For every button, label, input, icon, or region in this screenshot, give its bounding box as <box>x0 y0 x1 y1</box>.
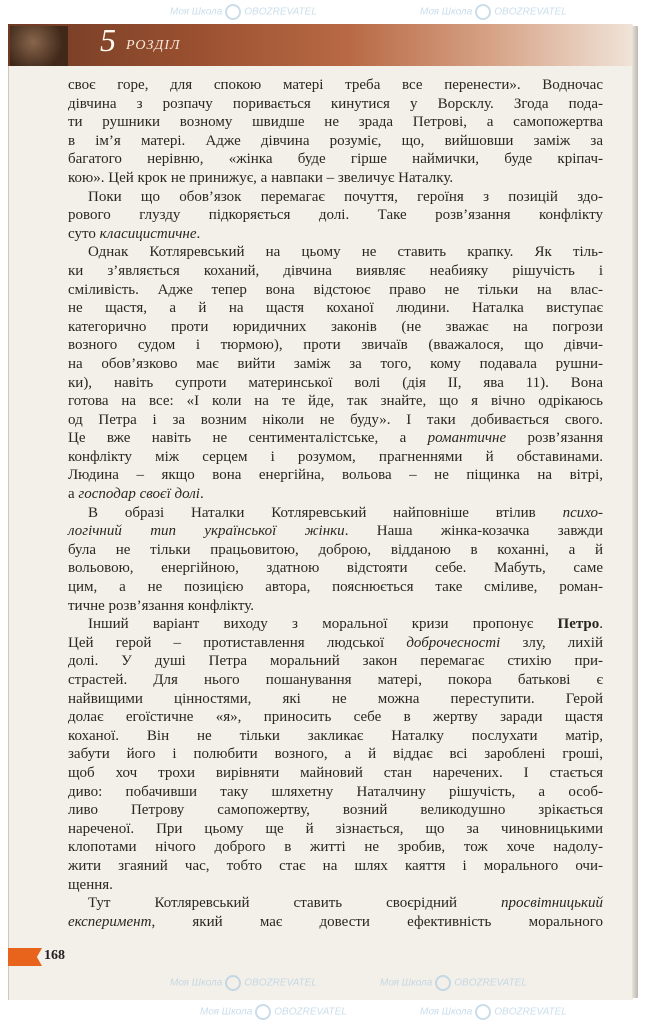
text-segment: категорично проти юридичних законів (не зважає на погрози <box>68 318 603 335</box>
text-segment: Однак Котляревський на цьому не ставить крапку. Як тіль- <box>88 244 603 261</box>
text-line <box>68 838 603 857</box>
text-segment: возного судом і тюрмою), проти звичаїв (вважалося, що дівчи- <box>68 337 603 354</box>
text-segment: дівчина з розпачу поривається кинутися у Ворсклу. Згода пода- <box>68 95 603 112</box>
text-line <box>68 95 603 114</box>
text-segment: суто <box>68 225 100 242</box>
text-segment: , який має довести ефективність морального <box>151 913 603 930</box>
chapter-illustration <box>10 26 68 66</box>
text-segment: своє горе, для спокою матері треба все перенести». Водночас <box>68 77 603 93</box>
italic-text: просвітницький <box>501 895 603 912</box>
watermark-logo-icon <box>255 1004 271 1020</box>
text-segment: страстей. Для нього пошанування матері, покора батькові є <box>68 672 603 688</box>
text-segment: рового глузду підкоряється долі. Таке розв’язання конфлікту <box>68 207 603 224</box>
text-segment: на обов’язково має вийти заміж за того, кому подавала рушни- <box>68 355 603 372</box>
text-line <box>68 801 603 820</box>
text-line <box>68 820 603 839</box>
text-line <box>68 374 603 393</box>
text-line <box>68 299 603 318</box>
italic-text: романтичне <box>427 430 507 447</box>
italic-text: господар своєї долі <box>78 486 200 503</box>
text-line <box>68 150 603 169</box>
text-segment: ти рушники возному швидше не зрада Петрові, а самопожертва <box>68 114 603 131</box>
text-line <box>68 262 603 281</box>
watermark-logo-icon <box>475 1004 491 1020</box>
watermark: Моя Школа OBOZREVATEL <box>170 4 317 20</box>
text-line <box>68 913 603 932</box>
text-line <box>68 188 603 207</box>
text-segment: цим, а не позицією автора, пояснюється таке сміливе, роман- <box>68 579 603 596</box>
text-segment: од Петра і за возним ніколи не буду». І таки добивається свого. <box>68 411 603 428</box>
text-segment: тичне розв’язання конфлікту. <box>68 597 254 614</box>
text-segment: Інший варіант виходу з моральної кризи пропонує <box>88 616 558 633</box>
text-segment: щоб хоч трохи вирівняти майновий стан наречених. І стається <box>68 764 603 781</box>
text-segment: не щастя, а й на щастя коханої людини. Наталка виступає <box>68 300 603 317</box>
page-edge <box>632 26 638 998</box>
text-line <box>68 504 603 523</box>
text-segment: . Наша жінка-козачка завжди <box>344 523 603 540</box>
text-segment: кою». Цей крок не принижує, а навпаки – звеличує Наталку. <box>68 169 454 186</box>
watermark: Моя Школа OBOZREVATEL <box>170 975 317 991</box>
text-segment: . <box>196 225 201 242</box>
body-text <box>68 76 603 931</box>
text-segment: Людина – якщо вона енергійна, вольова – не піщинка на вітрі, <box>68 467 603 484</box>
text-segment: забути його і полюбити возного, а й віддає всі зароблені гроші, <box>68 746 603 763</box>
text-line <box>68 578 603 597</box>
text-line <box>68 281 603 300</box>
watermark-logo-icon <box>225 4 241 20</box>
text-segment: в ім’я матері. Адже дівчина розуміє, що, вийшовши заміж за <box>68 132 603 149</box>
text-segment: а <box>68 486 79 503</box>
text-segment: . <box>199 486 204 503</box>
text-line <box>68 652 603 671</box>
text-line <box>68 448 603 467</box>
text-line <box>68 318 603 337</box>
text-line <box>68 727 603 746</box>
text-line <box>68 485 603 504</box>
italic-text: експеримент <box>68 913 152 930</box>
italic-text: класицистичне <box>99 225 197 242</box>
text-line <box>68 225 603 244</box>
text-line <box>68 336 603 355</box>
text-line <box>68 113 603 132</box>
text-segment: Цей герой – протиставлення людської <box>68 634 407 651</box>
text-line <box>68 708 603 727</box>
watermark-logo-icon <box>475 4 491 20</box>
text-segment: найвищими цінностями, які не можна переступити. Герой <box>68 690 603 707</box>
chapter-label: РОЗДІЛ <box>126 38 181 53</box>
text-segment: долає егоїстичне «я», приносить себе в жертву заради щастя <box>68 709 603 726</box>
chapter-number: 5 <box>100 22 116 58</box>
text-line <box>68 559 603 578</box>
text-line <box>68 634 603 653</box>
text-segment: сміливість. Адже тепер вона відстоює право не тільки на влас- <box>68 281 603 298</box>
text-line <box>68 522 603 541</box>
text-line <box>68 411 603 430</box>
text-line <box>68 76 603 95</box>
text-line <box>68 690 603 709</box>
watermark: Моя Школа OBOZREVATEL <box>200 1004 347 1020</box>
italic-text: доброчесності <box>406 634 501 651</box>
text-segment: Тут Котляревський ставить своєрідний <box>88 895 502 912</box>
text-segment: Поки що обов’язок перемагає почуття, героїня з позицій здо- <box>88 188 603 205</box>
watermark: Моя Школа OBOZREVATEL <box>380 975 527 991</box>
text-segment: розв’язання <box>506 430 603 447</box>
text-segment: В образі Наталки Котляревський найповніше втілив <box>88 504 563 521</box>
text-line <box>68 392 603 411</box>
text-line <box>68 206 603 225</box>
text-line <box>68 857 603 876</box>
text-segment: конфлікту між серцем і розумом, прагненнями й обставинами. <box>68 448 603 465</box>
text-segment: диво: побачивши таку шляхетну Наталчину рішучість, а особ- <box>68 783 603 800</box>
text-line <box>68 541 603 560</box>
text-line <box>68 429 603 448</box>
text-line <box>68 243 603 262</box>
text-segment: злу, лихій <box>500 634 604 651</box>
text-segment: вольовою, енергійною, здатною відстояти себе. Мабуть, саме <box>68 560 603 577</box>
text-segment: багатого нерівню, «жінка буде гірше наймички, буде кріпач- <box>68 151 603 168</box>
text-line <box>68 597 603 616</box>
text-segment: Це вже навіть не сентименталістське, а <box>68 430 428 447</box>
text-line <box>68 745 603 764</box>
text-segment: долі. У душі Петра моральний закон перемагає стихію при- <box>68 653 603 670</box>
text-segment: ливо Петрову самопожертву, возний великодушно зрікається <box>68 802 603 819</box>
text-line <box>68 783 603 802</box>
text-segment: ки), навіть супроти материнської волі (дія II, ява 11). Вона <box>68 374 603 391</box>
italic-text: логічний тип української жінки <box>68 523 345 540</box>
text-line <box>68 894 603 913</box>
text-line <box>68 764 603 783</box>
text-line <box>68 671 603 690</box>
text-segment: була не тільки працьовитою, доброю, відданою в коханні, а й <box>68 541 603 558</box>
watermark: Моя Школа OBOZREVATEL <box>420 1004 567 1020</box>
text-segment: . <box>599 616 603 633</box>
watermark: Моя Школа OBOZREVATEL <box>420 4 567 20</box>
bold-text: Петро <box>557 616 600 633</box>
text-segment: ки з’являється коханий, дівчина виявляє неабияку рішучість і <box>68 262 603 279</box>
text-segment: щення. <box>68 876 113 893</box>
text-segment: клопотами нічого доброго в житті не зробив, тож хоче надолу- <box>68 839 603 856</box>
text-segment: нареченої. При цьому ще й зізнається, що за чиновницькими <box>68 820 603 837</box>
text-line <box>68 466 603 485</box>
text-segment: готова на все: «І коли на те йде, так знайте, що я вічно одрікаюсь <box>68 393 603 410</box>
text-line <box>68 615 603 634</box>
italic-text: психо- <box>562 504 603 521</box>
text-line <box>68 169 603 188</box>
page-number: 168 <box>44 948 65 963</box>
text-segment: жити згаяний час, тобто стає на шлях каяття і морального очи- <box>68 857 603 874</box>
text-line <box>68 132 603 151</box>
text-line <box>68 355 603 374</box>
text-segment: коханої. Він не тільки закликає Наталку послухати матір, <box>68 727 603 744</box>
text-line <box>68 876 603 895</box>
